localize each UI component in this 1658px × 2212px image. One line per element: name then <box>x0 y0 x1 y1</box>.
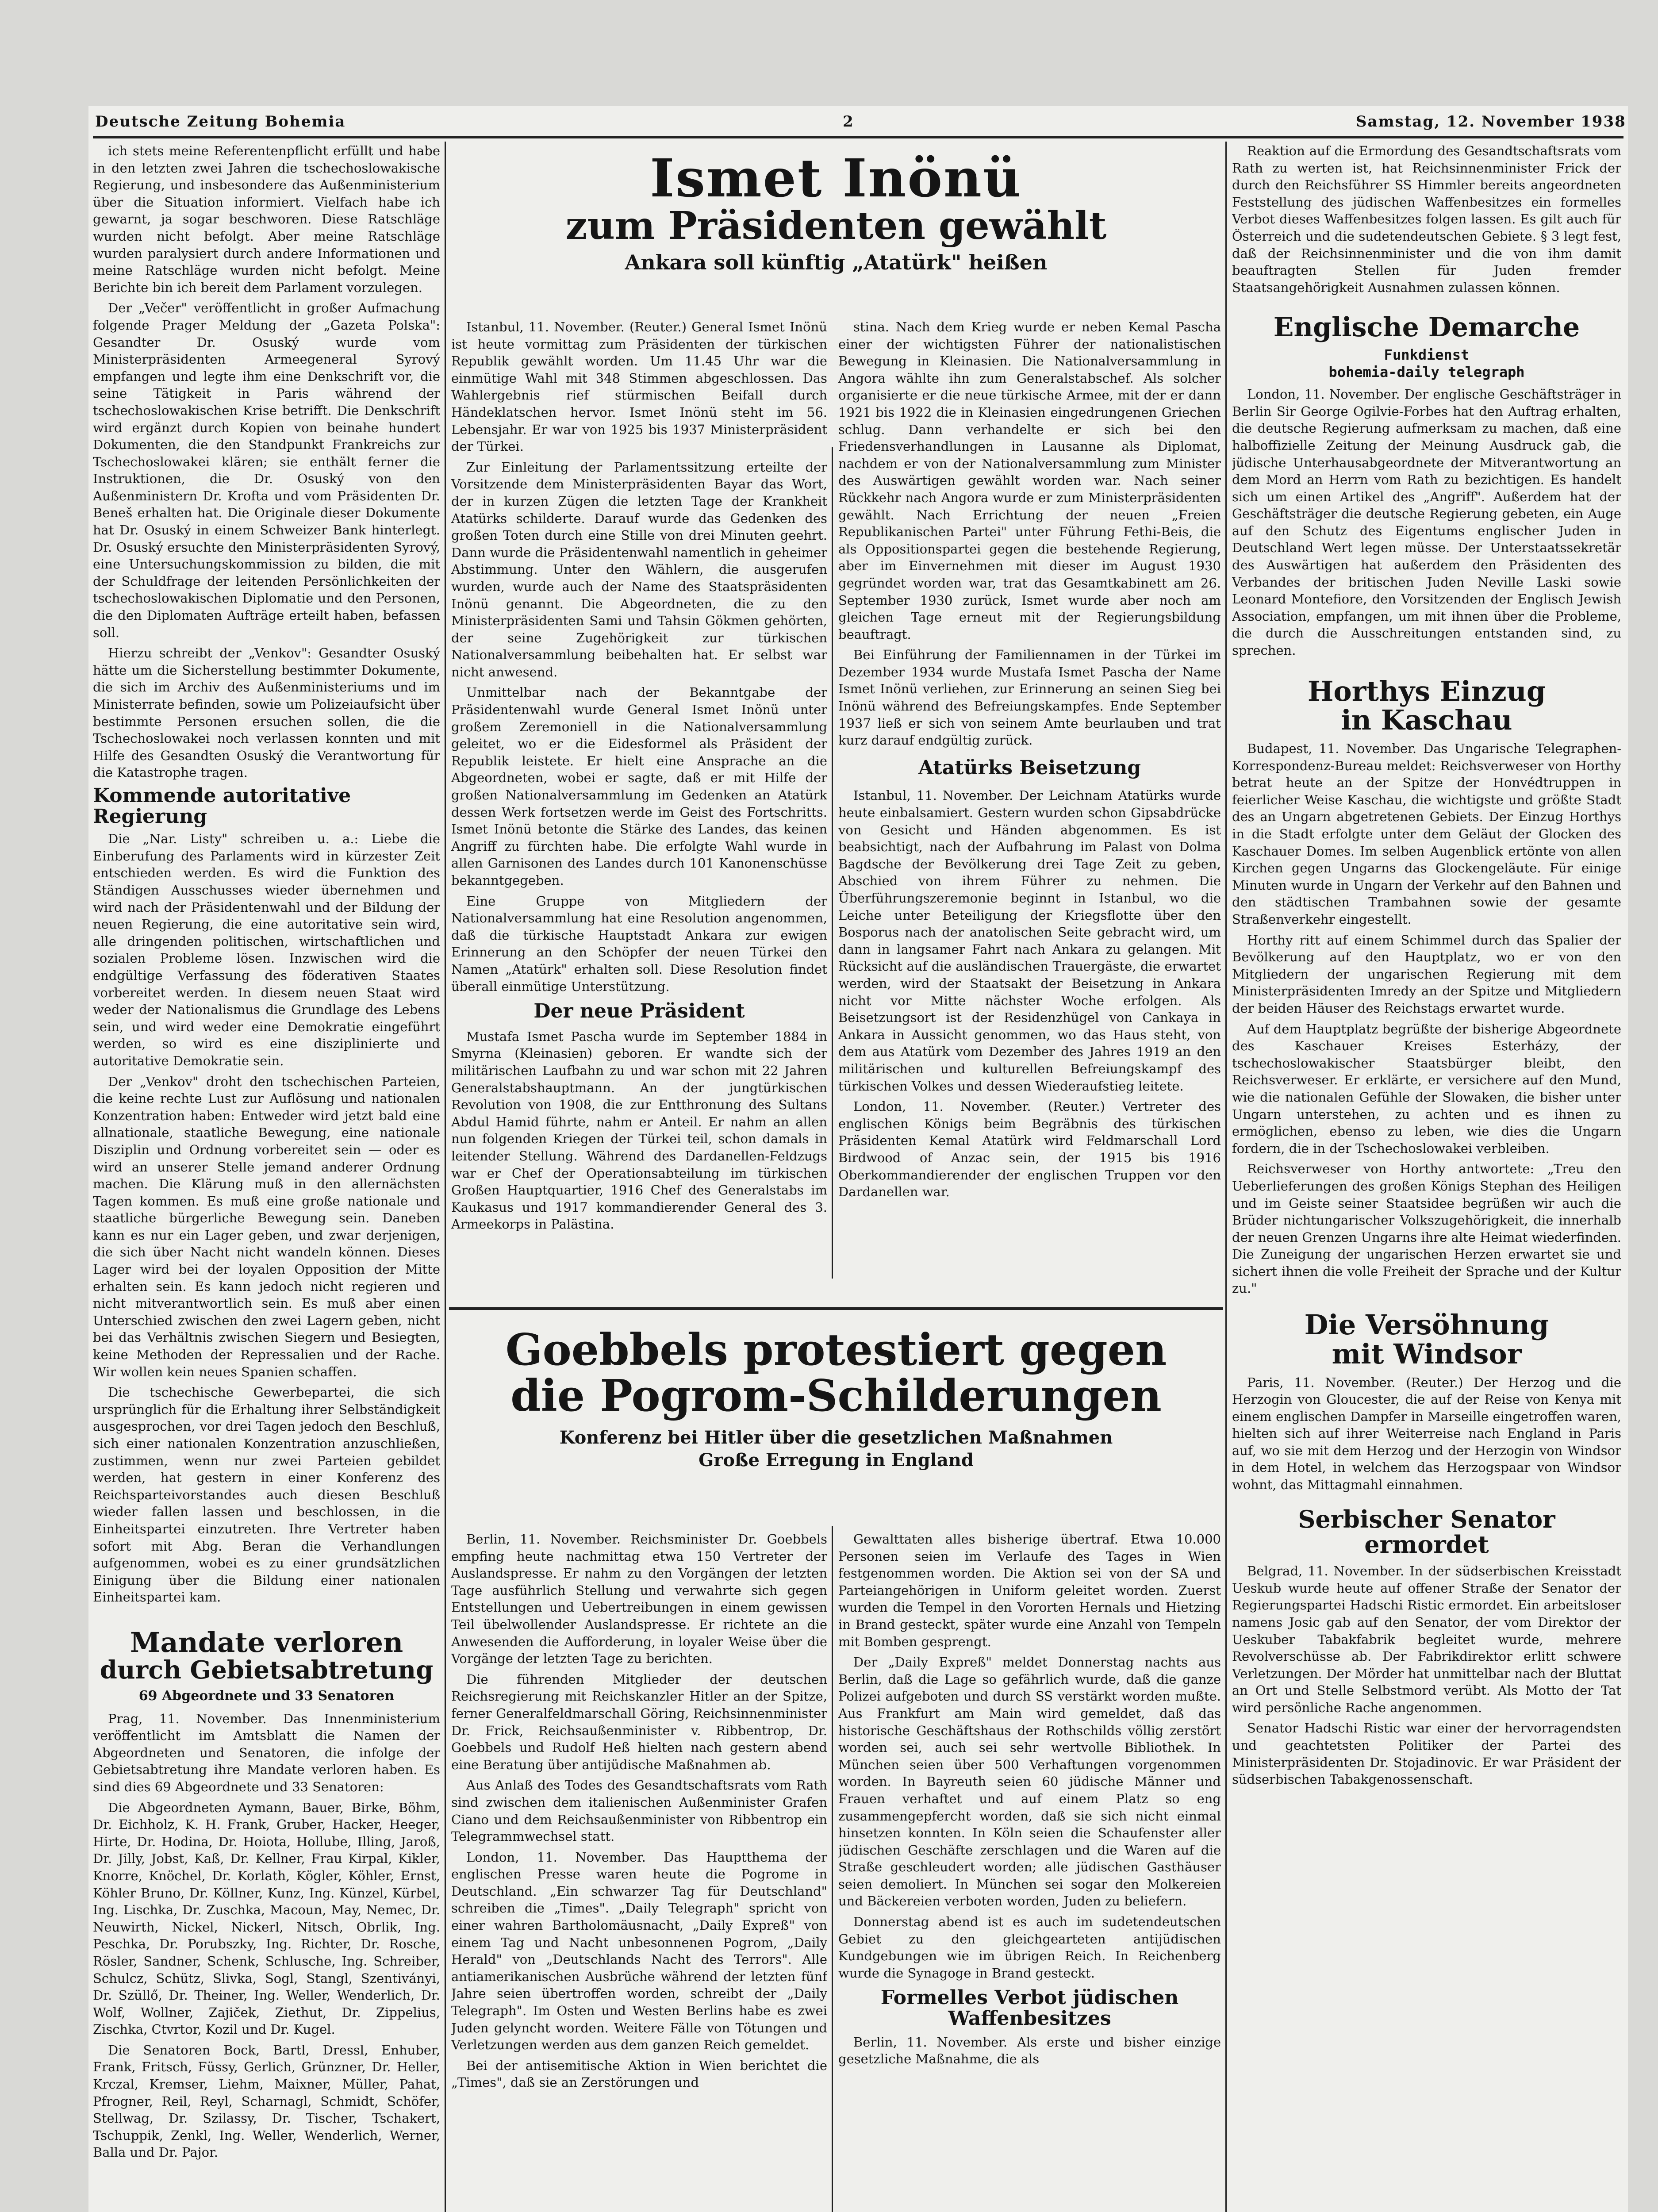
page-number: 2 <box>843 113 854 131</box>
funkdienst-label: Funkdienst <box>1384 346 1470 363</box>
funkdienst-source: bohemia-daily telegraph <box>1328 363 1525 380</box>
heading-versoehnung: Die Versöhnung <box>1304 1309 1549 1341</box>
article-text: Die „Nar. Listy" schreiben u. a.: Liebe die Einberufung des Parlaments wird in kürzester Zeit entschieden werden. Es wird die Funktion des Ständigen Ausschusses wieder übernehmen und wird nach der Präsidentenwahl und der Bildung der neuen Regierung, die eine autoritative sein wird, alle dringenden politischen, wirtschaftlichen und sozialen Probleme lösen. Inzwischen wird die endgültige Verfassung des föderativen Staates vorbereitet werden. In diesem neuen Staat wird weder der Nationalismus die Grundlage des Lebens sein, und wird weder eine Demokratie eingeführt werden, so wird es eine disziplinierte und autoritative Demokratie sein. <box>93 831 440 1068</box>
headline-goebbels-protestiert: Goebbels protestiert gegen <box>505 1325 1167 1375</box>
article-text: Aus Anlaß des Todes des Gesandtschaftsrats vom Rath sind zwischen dem italienischen Außenminister Grafen Ciano und dem Reichsaußenminister von Ribbentrop ein Telegrammwechsel statt. <box>451 1778 827 1844</box>
header-rule <box>93 136 1623 138</box>
article-text: Unmittelbar nach der Bekanntgabe der Präsidentenwahl wurde General Ismet Inönü unter großem Zeremoniell in die Nationalversammlung geleitet, wo er die Eidesformel als Präsident der Republik leistete. Er hielt eine Ansprache an die Abgeordneten, wobei er sagte, daß er mit Hilfe der großen Nationalversammlung im Gedenken an Atatürk dessen Werk fortsetzen werde im Geist des Fortschritts. Ismet Inönü betonte die Stärke des Landes, das keinen Angriff zu fürchten habe. Die erfolgte Wahl wurde in allen Garnisonen des Landes durch 101 Kanonenschüsse bekanntgegeben. <box>451 685 827 888</box>
inonu-column-a <box>451 319 827 1301</box>
article-text: Istanbul, 11. November. Der Leichnam Atatürks wurde heute einbalsamiert. Gestern wurden schon Gipsabdrücke von Gesicht und Händen abgenommen. Es ist beabsichtigt, nach der Aufbahrung im Palast von Dolma Bagdsche der Bevölkerung drei Tage Zeit zu geben, Abschied von ihrem Führer zu nehmen. Die Überführungszeremonie beginnt in Istanbul, wo die Leiche unter Beteiligung der Kriegsflotte über den Bosporus nach der anatolischen Seite gebracht wird, um dann in langsamer Fahrt nach Ankara zu gelangen. Mit Rücksicht auf die ausländischen Trauergäste, die erwartet werden, wird der Staatsakt der Beisetzung in Ankara nicht vor Mitte nächster Woche erfolgen. Als Beisetzungsort ist der Residenzhügel von Cankaya in Ankara in Aussicht genommen, wo das Haus steht, von dem aus Atatürk vom Dezember des Jahres 1919 an den militärischen und kulturellen Befreiungskampf des türkischen Volkes und dessen Wiederaufstieg leitete. <box>838 788 1221 1094</box>
article-text: Budapest, 11. November. Das Ungarische Telegraphen-Korrespondenz-Bureau meldet: Reichsverweser von Horthy betrat heute an der Spitze der Honvédtruppen in feierlicher Weise Kaschau, die wichtigste und größte Stadt des an Ungarn abgetretenen Gebiets. Der Einzug Horthys in die Stadt erfolgte unter dem Geläut der Glocken des Kaschauer Domes. Im selben Augenblick ertönte von allen Kirchen gegen Ungarns das Glockengeläute. Für einige Minuten wurde in Ungarn der Verkehr auf den Bahnen und den städtischen Trambahnen sowie der gesamte Straßenverkehr eingestellt. <box>1232 741 1621 927</box>
article-text: Eine Gruppe von Mitgliedern der Nationalversammlung hat eine Resolution angenommen, daß die türkische Hauptstadt Ankara zur ewigen Erinnerung an den Schöpfer der neuen Türkei den Namen „Atatürk" erhalten soll. Diese Resolution findet überall einmütige Unterstützung. <box>451 893 827 994</box>
subheadline-erregung-england: Große Erregung in England <box>699 1449 974 1471</box>
article-text: Bei Einführung der Familiennamen in der Türkei im Dezember 1934 wurde Mustafa Ismet Pascha der Name Ismet Inönü verliehen, zur Erinnerung an seinen Sieg bei Inönü während des Befreiungskampfes. Ende September 1937 ließ er sich von seinem Amte beurlauben und trat kurz darauf endgültig zurück. <box>838 647 1221 748</box>
goebbels-column-b <box>838 1531 1221 2212</box>
subheading-abgeordnete: 69 Abgeordnete und 33 Senatoren <box>138 1688 395 1704</box>
article-text: Mustafa Ismet Pascha wurde im September 1884 in Smyrna (Kleinasien) geboren. Er wandte sich der militärischen Laufbahn zu und war schon mit 22 Jahren Generalstabshauptmann. An der jungtürkischen Revolution von 1908, die zur Entthronung des Sultans Abdul Hamid führte, nahm er Anteil. Er nahm an allen nun folgenden Kriegen der Türkei teil, schon damals in leitender Stellung. Während des Dardanellen-Feldzugs war er Chef der Operationsabteilung im türkischen Großen Hauptquartier, 1916 Chef des Generalstabs im Kaukasus und 1917 kommandierender General des 3. Armeekorps in Palästina. <box>451 1029 827 1232</box>
article-text: Zur Einleitung der Parlamentssitzung erteilte der Vorsitzende dem Ministerpräsidenten Bayar das Wort, der in kurzen Zügen die letzten Tage der Krankheit Atatürks schilderte. Darauf wurde das Gedenken des großen Toten durch eine Stille von drei Minuten geehrt. Dann wurde die Präsidentenwahl namentlich in geheimer Abstimmung. Unter den Wählern, die ausgerufen wurden, wurde auch der Name des Staatspräsidenten Inönü genannt. Die Abgeordneten, die zu den Ministerpräsidenten Sami und Tahsin Gökmen gehörten, der seine Zugehörigkeit zur türkischen Nationalversammlung beibehalten hat. Er selbst war nicht anwesend. <box>451 459 827 680</box>
column-rule-2 <box>1225 142 1227 2212</box>
inonu-headline-block <box>451 147 1221 276</box>
article-text: Prag, 11. November. Das Innenministerium veröffentlicht im Amtsblatt die Namen der Abgeordneten und Senatoren, die infolge der Gebietsabtretung ihre Mandate verloren haben. Es sind dies 69 Abgeordnete und 33 Senatoren: <box>93 1711 440 1794</box>
article-text: London, 11. November. (Reuter.) Vertreter des englischen Königs beim Begräbnis des türkischen Präsidenten Kemal Atatürk wird Feldmarschall Lord Birdwood of Anzac sein, der 1915 bis 1916 Oberkommandierender der englischen Truppen vor den Dardanellen war. <box>838 1099 1221 1200</box>
heading-autoritative-regierung: Kommende autoritative Regierung <box>93 784 351 828</box>
heading-serbischer-senator: Serbischer Senator <box>1298 1505 1555 1533</box>
heading-ermordet: ermordet <box>1364 1530 1489 1559</box>
article-text: Der „Daily Expreß" meldet Donnerstag nachts aus Berlin, daß die Lage so gefährlich wurde, daß die ganze Polizei aufgeboten und durch SS verstärkt worden mußte. Aus Frankfurt am Main wird gemeldet, daß das historische Geschäftshaus der Rothschilds völlig zerstört worden sei, auch sei sehr wertvolle Bibliothek. In München seien über 500 Verhaftungen vorgenommen worden. In Bayreuth seien 60 jüdische Männer und Frauen verhaftet und auf einem Platz so eng zusammengepfercht worden, daß sie sich nicht einmal hinsetzen konnten. In Köln seien die Schaufenster aller jüdischen Geschäfte zerschlagen und die Waren auf die Straße geschleudert worden; alle jüdischen Gasthäuser seien demoliert. In München sei sogar den Molkereien und Bäckereien verboten worden, Juden zu beliefern. <box>838 1655 1221 1909</box>
headline-ismet-inonu: Ismet Inönü <box>650 147 1022 209</box>
article-text: Auf dem Hauptplatz begrüßte der bisherige Abgeordnete des Kaschauer Kreises Esterházy, der tschechoslowakischer Staatsbürger bleibt, den Reichsverweser. Er erklärte, er versichere auf den Mund, wie die nationalen Gefühle der Slowaken, die bisher unter Ungarn unterstehen, zu achten und es ihnen zu ermöglichen, ebenso zu leben, wie dies die Ungarn fordern, die in der Tschechoslowakei verbleiben. <box>1232 1021 1621 1156</box>
article-text: Berlin, 11. November. Reichsminister Dr. Goebbels empfing heute nachmittag etwa 150 Vertreter der Auslandspresse. Er nahm zu den Vorgängen der letzten Tage ausführlich Stellung und verwahrte sich gegen Entstellungen und Uebertreibungen in einem gewissen Teil übelwollender Auslandspresse. Er richtete an die Anwesenden die Aufforderung, in loyaler Weise über die Vorgänge der letzten Tage zu berichten. <box>451 1532 827 1667</box>
masthead-paper-name: Deutsche Zeitung Bohemia <box>95 113 346 131</box>
headline-pogrom-schilderungen: die Pogrom-Schilderungen <box>510 1370 1162 1421</box>
article-text: Der „Venkov" droht den tschechischen Parteien, die keine rechte Lust zur Auflösung und nationalen Konzentration haben: Entweder wird jetzt bald eine allnationale, staatliche Bewegung, eine nationale Disziplin und Ordnung vorbereitet sein — oder es wird an unserer Stelle jemand anderer Ordnung machen. Die Klärung muß in den allernächsten Tagen kommen. Es muß eine große nationale und staatliche bürgerliche Bewegung sein. Daneben kann es nur ein Lager geben, und zwar derjenigen, die sich über Nacht nicht wandeln können. Dieses Lager wird bei der loyalen Opposition der Mitte erhalten sein. Es kann jedoch nicht regieren und nicht mitverantwortlich sein. Es muß aber einen Unterschied zwischen den zwei Lagern geben, nicht bei das Verhältnis zwischen Siegern und Besiegten, keine Methoden der Repressalien und der Rache. Wir wollen kein neues Spanien schaffen. <box>93 1074 440 1379</box>
heading-waffenbesitzes: Waffenbesitzes <box>948 2007 1111 2030</box>
article-text: London, 11. November. Der englische Geschäftsträger in Berlin Sir George Ogilvie-Forbes hat den Auftrag erhalten, die deutsche Regierung aufmerksam zu machen, daß eine halboffizielle Zeitung der Meinung Ausdruck gab, die jüdische Unterhausabgeordnete der Mitverantwortung an dem Mord an Herrn vom Rath zu bezichtigen. Es handelt sich um einen Artikel des „Angriff". Außerdem hat der Geschäftsträger die deutsche Regierung gebeten, ein Auge auf den Schutz des Eigentums englischer Juden in Deutschland Wert legen müsse. Der Unterstaatssekretär des Auswärtigen hat außerdem den Präsidenten des Verbandes der britischen Juden Neville Laski sowie Leonard Montefiore, den Vorsitzenden der Englisch Jewish Association, empfangen, um mit ihnen über die Probleme, die durch die Ausschreitungen entstanden sind, zu sprechen. <box>1232 387 1621 658</box>
article-text: Reaktion auf die Ermordung des Gesandtschaftsrats vom Rath zu werten ist, hat Reichsinnenminister Frick der durch den Reichsführer SS Himmler bereits angeordneten Feststellung des jüdischen Waffenbesitzes ein formelles Verbot dieses Waffenbesitzes folgen lassen. Es gilt auch für Österreich und die sudetendeutschen Gebiete. § 3 legt fest, daß der Reichsinnenminister und die von ihm damit beauftragten Stellen für Juden fremder Staatsangehörigkeit Ausnahmen zulassen können. <box>1232 143 1621 295</box>
column-rule-middle-bottom <box>832 1526 833 2212</box>
article-text: Bei der antisemitische Aktion in Wien berichtet die „Times", daß sie an Zerstörungen und <box>451 2058 827 2090</box>
heading-gebietsabtretung: durch Gebietsabtretung <box>100 1655 434 1685</box>
article-text: ich stets meine Referentenpflicht erfüllt und habe in den letzten zwei Jahren die tschechoslowakische Regierung, und insbesondere das Außenministerium über die Situation informiert. Vielfach habe ich gewarnt, ja sogar beschworen. Diese Ratschläge wurden nicht befolgt. Aber meine Ratschläge wurden paralysiert durch andere Informationen und meine Ratschläge wurden nicht befolgt. Meine Berichte bin ich bereit dem Parlament vorzulegen. <box>93 143 440 295</box>
heading-neue-praesident: Der neue Präsident <box>533 1000 745 1023</box>
article-text: Istanbul, 11. November. (Reuter.) General Ismet Inönü ist heute vormittag zum Präsidenten der türkischen Republik gewählt worden. Um 11.45 Uhr war die einmütige Wahl mit 348 Stimmen abgeschlossen. Das Wahlergebnis rief stürmischen Beifall durch Händeklatschen hervor. Ismet Inönü steht im 56. Lebensjahr. Er war von 1925 bis 1937 Ministerpräsident der Türkei. <box>451 319 827 454</box>
heading-mandate-verloren: Mandate verloren <box>130 1626 403 1659</box>
article-text: Horthy ritt auf einem Schimmel durch das Spalier der Bevölkerung auf den Hauptplatz, wo er von den Mitgliedern der ungarischen Regierung mit dem Ministerpräsidenten Imredy an der Spitze und Mitgliedern der beiden Häuser des Reichstags erwartet wurde. <box>1232 932 1621 1016</box>
heading-in-kaschau: in Kaschau <box>1341 704 1512 737</box>
article-text: Paris, 11. November. (Reuter.) Der Herzog und die Herzogin von Gloucester, die auf der Reise von Kenya mit einem englischen Dampfer in Marseille eingetroffen waren, hielten sich auf ihrer Weiterreise nach England in Paris auf, wo sie mit dem Herzog und der Herzogin von Windsor in dem Hotel, in welchem das Herzogspaar von Windsor wohnt, das Mittagmahl einnahmen. <box>1232 1375 1621 1493</box>
article-text: Die führenden Mitglieder der deutschen Reichsregierung mit Reichskanzler Hitler an der Spitze, ferner Generalfeldmarschall Göring, Reichsinnenminister Dr. Frick, Reichsaußenminister v. Ribbentrop, Dr. Goebbels und Rudolf Heß hielten nach gestern abend eine Beratung über antijüdische Maßnahmen ab. <box>451 1671 827 1772</box>
article-text: Reichsverweser von Horthy antwortete: „Treu den Ueberlieferungen des großen Königs Stephan des Heiligen und im Geiste seiner Staatsidee begrüßen wir auch die Brüder nichtungarischer Volkszugehörigkeit, die innerhalb der neuen Grenzen Ungarns ihre alte Heimat wiederfinden. Die Zuneigung der ungarischen Herzen erwartet sie und sichert ihnen die volle Freiheit der Sprache und der Kultur zu." <box>1232 1161 1621 1296</box>
subheadline-atatuerk: Ankara soll künftig „Atatürk" heißen <box>625 250 1048 275</box>
subheadline-konferenz-hitler: Konferenz bei Hitler über die gesetzlichen Maßnahmen <box>559 1427 1113 1448</box>
article-text: Die tschechische Gewerbepartei, die sich ursprünglich für die Erhaltung ihrer Selbständigkeit ausgesprochen, vor drei Tagen jedoch den Beschluß, sich einer nationalen Konzentration anzuschließen, zustimmen, wenn nur zwei Parteien gebildet werden, hat gestern in einer Konferenz des Reichsparteivorstandes auch diesen Beschluß wieder fallen lassen und beschlossen, in die Einheitspartei einzutreten. Ihre Vertreter haben sofort mit Abg. Beran die Verhandlungen aufgenommen, wobei es zu einer grundsätzlichen Einigung über die Bildung einer nationalen Einheitspartei kam. <box>93 1385 440 1605</box>
goebbels-headline-block <box>451 1327 1221 1472</box>
headline-praesident-gewaehlt: zum Präsidenten gewählt <box>565 204 1107 249</box>
heading-formelles-verbot: Formelles Verbot jüdischen <box>880 1986 1179 2009</box>
article-text: Belgrad, 11. November. In der südserbischen Kreisstadt Ueskub wurde heute auf offener Straße der Senator der Regierungspartei Hadschi Ristic ermordet. Ein arbeitsloser namens Josic gab auf den Senator, der vom Direktor der Ueskuber Tabakfabrik begleitet wurde, mehrere Revolverschüsse ab. Der Fabrikdirektor erlitt schwere Verletzungen. Der Mörder hat unmittelbar nach der Bluttat an Ort und Stelle Selbstmord verübt. Als Motto der Tat wird persönliche Rache angenommen. <box>1232 1563 1621 1715</box>
article-text: Donnerstag abend ist es auch im sudetendeutschen Gebiet zu den gleichgearteten antijüdischen Kundgebungen wie im übrigen Reich. In Reichenberg wurde die Synagoge in Brand gesteckt. <box>838 1914 1221 1981</box>
column-rule-1 <box>445 142 446 2212</box>
heading-englische-demarche: Englische Demarche <box>1273 312 1580 343</box>
heading-atatuerks-beisetzung: Atatürks Beisetzung <box>918 756 1141 779</box>
right-column <box>1232 142 1621 2212</box>
article-text: Der „Večer" veröffentlicht in großer Aufmachung folgende Prager Meldung der „Gazeta Polska": Gesandter Dr. Osuský wurde vom Ministerpräsidenten Armeegeneral Syrový empfangen und legte ihm eine Denkschrift vor, die seine Tätigkeit in Paris während der tschechoslowakischen Krise betrifft. Die Denkschrift wird ergänzt durch Kopien von beinahe hundert Dokumenten, die den Standpunkt Frankreichs zur Tschechoslowakei klären; sie enthält ferner die Instruktionen, die Dr. Osuský von den Außenministern Dr. Krofta und vom Präsidenten Dr. Beneš erhalten hat. Die Originale dieser Dokumente hat Dr. Osuský in einem Schweizer Bank hinterlegt. Dr. Osuský ersuchte den Ministerpräsidenten Syrový, eine Untersuchungskommission zu bilden, die mit der Schuldfrage der leitenden Persönlichkeiten der tschechoslowakischen Diplomatie und den Personen, die den Diplomaten Aufträge erteilt haben, befassen soll. <box>93 300 440 640</box>
goebbels-top-rule <box>449 1307 1223 1310</box>
article-text: Gewalttaten alles bisherige übertraf. Etwa 10.000 Personen seien im Verlaufe des Tages in Wien festgenommen worden. Die Aktion sei von der SA und Parteiangehörigen in Uniform geleitet worden. Zuerst wurden die Tempel in den Vororten Hernals und Hietzing in Brand gesteckt, später wurde eine Anzahl von Tempeln mit Bomben gesprengt. <box>838 1532 1221 1649</box>
left-column <box>93 142 440 2212</box>
issue-date: Samstag, 12. November 1938 <box>1356 113 1626 131</box>
goebbels-column-a <box>451 1531 827 2212</box>
article-text: Die Senatoren Bock, Bartl, Dressl, Enhuber, Frank, Fritsch, Füssy, Gerlich, Grünzner, Dr. Heller, Krczal, Kremser, Liehm, Maixner, Müller, Pahat, Pfrogner, Reil, Reyl, Scharnagl, Schmidt, Schöfer, Stellwag, Dr. Szilassy, Dr. Tischer, Tschakert, Tschuppik, Zenkl, Ing. Weller, Wenderlich, Werner, Balla und Dr. Pajor. <box>93 2042 440 2160</box>
column-rule-middle-top <box>832 447 833 1279</box>
heading-horthys-einzug: Horthys Einzug <box>1307 675 1546 707</box>
inonu-column-b <box>838 319 1221 1301</box>
article-text: stina. Nach dem Krieg wurde er neben Kemal Pascha einer der wichtigsten Führer der nationalistischen Bewegung in Kleinasien. Die Nationalversammlung in Angora wählte ihn zum Generalstabschef. Als solcher organisierte er die neue türkische Armee, mit der er dann 1921 bis 1922 die in Kleinasien eingedrungenen Griechen schlug. Dann verhandelte er sich bei den Friedensverhandlungen in Lausanne als Diplomat, nachdem er von der Nationalversammlung zum Minister des Auswärtigen gewählt worden war. Nach seiner Rückkehr nach Angora wurde er zum Ministerpräsidenten gewählt. Nach Errichtung der neuen „Freien Republikanischen Partei" unter Führung Fethi-Beis, die als Oppositionspartei gegen die bestehende Regierung, aber im Einvernehmen mit dieser im August 1930 gegründet worden war, trat das Gesamtkabinett am 26. September 1930 zurück, Ismet wurde aber noch am gleichen Tage erneut mit der Regierungsbildung beauftragt. <box>838 319 1221 642</box>
article-text: Hierzu schreibt der „Venkov": Gesandter Osuský hätte um die Sicherstellung bestimmter Dokumente, die sich im Archiv des Außenministeriums und im Ministerrate befinden, sowie um Polizeiaufsicht über bestimmte Personen ersuchen sollen, die die Tschechoslowakei noch verlassen konnten und mit Hilfe des Gesandten Osuský die Verantwortung für die Katastrophe tragen. <box>93 645 440 780</box>
article-text: Berlin, 11. November. Als erste und bisher einzige gesetzliche Maßnahme, die als <box>838 2034 1221 2067</box>
article-text: London, 11. November. Das Hauptthema der englischen Presse waren heute die Pogrome in Deutschland. „Ein schwarzer Tag für Deutschland" schreiben die „Times". „Daily Telegraph" spricht von einer wahren Bartholomäusnacht, „Daily Expreß" von einem Tag und Nacht unbesonnenen Pogrom, „Daily Herald" von „Deutschlands Nacht des Terrors". Alle antiamerikanischen Ausbrüche während der letzten fünf Jahre seien übertroffen worden, schreibt der „Daily Telegraph". Im Osten und Westen Berlins habe es zwei Juden gelyncht worden. Weitere Fälle von Tötungen und Verletzungen werden aus dem ganzen Reich gemeldet. <box>451 1849 827 2053</box>
article-text: Senator Hadschi Ristic war einer der hervorragendsten und geachtetsten Politiker der Partei des Ministerpräsidenten Dr. Stojadinovic. Er war Präsident der südserbischen Tabakgenossenschaft. <box>1232 1720 1621 1787</box>
article-text: Die Abgeordneten Aymann, Bauer, Birke, Böhm, Dr. Eichholz, K. H. Frank, Gruber, Hacker, Heeger, Hirte, Dr. Hodina, Dr. Hoiota, Hollube, Illing, Jaroß, Dr. Jilly, Jobst, Kaß, Dr. Kellner, Frau Kirpal, Kikler, Knorre, Knöchel, Dr. Korlath, Kögler, Köhler, Ernst, Köhler Bruno, Dr. Köllner, Kunz, Ing. Künzel, Kürbel, Ing. Lischka, Dr. Zuschka, Macoun, May, Nemec, Dr. Neuwirth, Nickel, Nickerl, Nitsch, Obrlik, Ing. Peschka, Dr. Porubszky, Ing. Richter, Dr. Rosche, Rösler, Sandner, Schenk, Schlusche, Ing. Schreiber, Schulcz, Schütz, Slivka, Sogl, Stangl, Szentiványi, Dr. Szüllő, Dr. Theiner, Ing. Weller, Wenderlich, Dr. Wolf, Wollner, Zajiček, Ziethut, Dr. Zippelius, Zischka, Ctvrtor, Kozil und Dr. Kugel. <box>93 1800 440 2037</box>
heading-mit-windsor: mit Windsor <box>1332 1337 1522 1370</box>
